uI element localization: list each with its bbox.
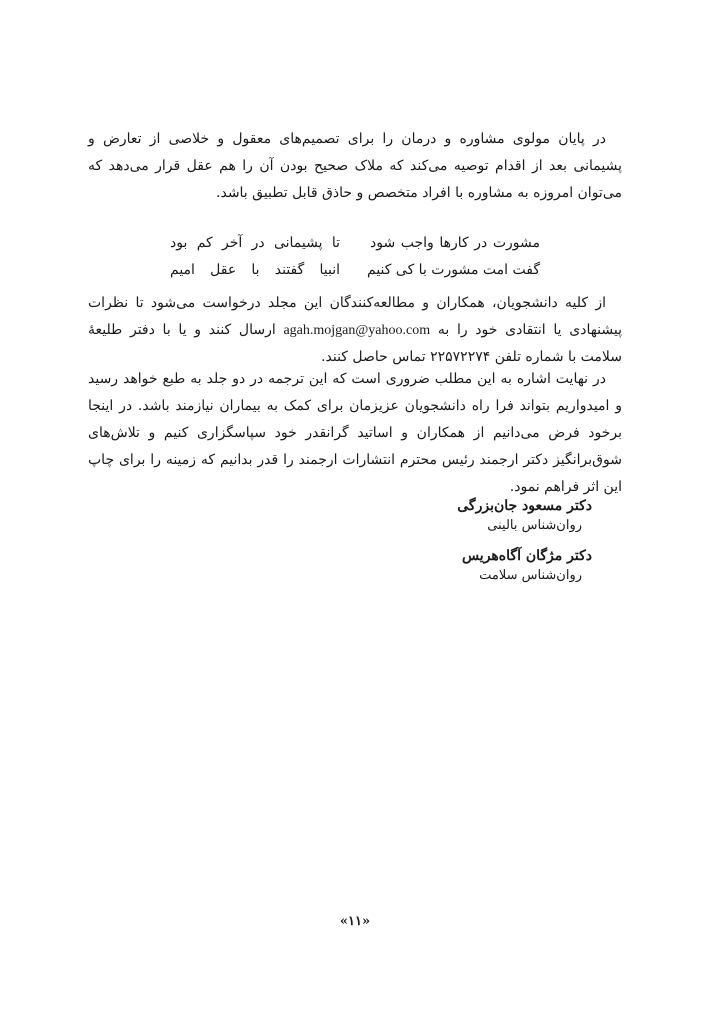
poem-hemistich: تا پشیمانی در آخر کم بود [170, 235, 340, 251]
paragraph-text [88, 290, 622, 371]
poem-hemistich: گفت امت مشورت با کی کنیم [367, 262, 540, 278]
paragraph-text: در نهایت اشاره به این مطلب ضروری است که این ترجمه در دو جلد به طبع خواهد رسید و امیدواریم بتواند فرا راه دانشجویان عزیزمان برای کمک به بیماران نیازمند باشد. در اینجا برخود فرض می‌دانیم از همکاران و اساتید گرانقدر خود سپاسگزاری کنیم و تلاش‌های شوق‌برانگیز دکتر ارجمند رئیس محترم انتشارات ارجمند را قدر بدانیم که زمینه را برای چاپ این اثر فراهم نمود. [88, 371, 622, 495]
contact-email: agah.mojgan@yahoo.com [283, 323, 431, 338]
paragraph-text: در پایان مولوی مشاوره و درمان را برای تصمیم‌های معقول و خلاصی از تعارض و پشیمانی بعد از اقدام توصیه می‌کند که ملاک صحیح بودن آن را هم عقل قرار می‌دهد که می‌توان امروزه به مشاوره با افراد متخصص و حاذق قابل تطبیق باشد. [88, 131, 622, 201]
signatures [292, 496, 592, 596]
poem-verse-1 [170, 230, 540, 257]
poem-hemistich: مشورت در کارها واجب شود [370, 235, 540, 251]
feedback-text-end: ارسال کنند و یا با دفتر طلیعهٔ سلامت با شماره تلفن ۲۲۵۷۲۲۷۴ تماس حاصل کنند. [88, 322, 622, 365]
paragraph-rumi-consultation [88, 126, 622, 207]
author-name: دکتر مژگان آگاه‌هریس [461, 548, 592, 564]
paragraph-feedback-request [88, 290, 622, 371]
poem [170, 230, 540, 284]
author-title: روان‌شناس سلامت [479, 568, 582, 583]
signature-block [292, 496, 592, 536]
poem-verse-2 [170, 257, 540, 284]
page-number: «۱۱» [339, 914, 371, 929]
poem-hemistich: انبیا گفتند با عقل امیم [170, 262, 340, 278]
paragraph-acknowledgement [88, 366, 622, 501]
signature-block [292, 546, 592, 586]
author-name: دکتر مسعود جان‌بزرگی [457, 498, 592, 514]
author-title: روان‌شناس بالینی [487, 518, 582, 533]
feedback-text-start: از کلیه دانشجویان، همکاران و مطالعه‌کنندگان این مجلد درخواست می‌شود تا نظرات پیشنهادی یا انتقادی خود را به [88, 295, 622, 338]
